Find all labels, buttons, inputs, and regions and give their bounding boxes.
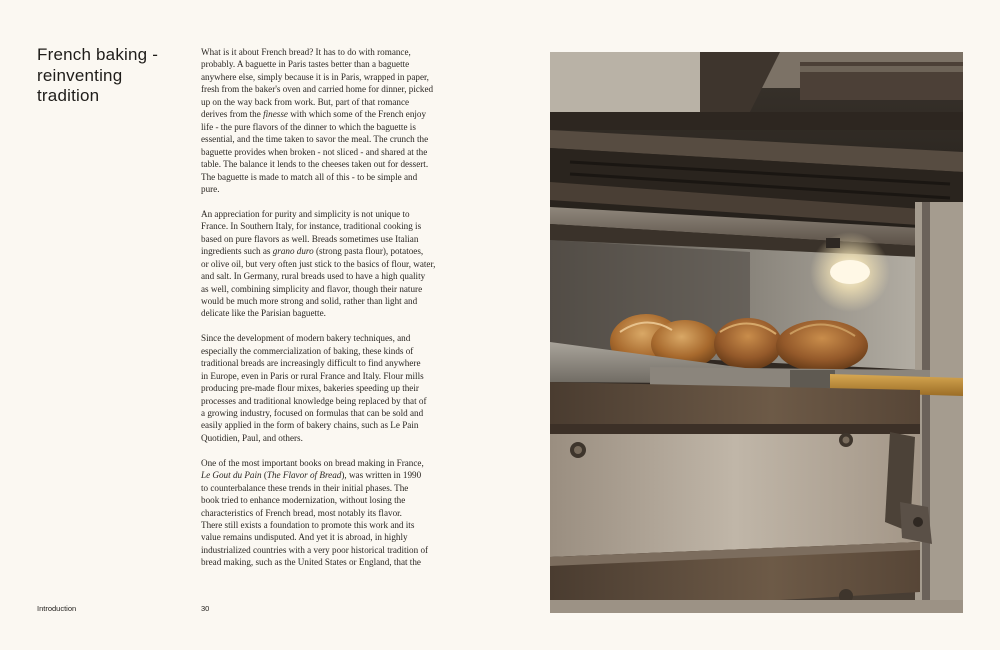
text-segment: France. In Southern Italy, for instance, traditional cooking is bbox=[201, 221, 422, 232]
text-line bbox=[201, 556, 453, 568]
text-line bbox=[201, 469, 453, 481]
text-line bbox=[201, 158, 453, 170]
text-line bbox=[201, 46, 453, 58]
text-segment: fresh from the baker's oven and carried home for dinner, picked bbox=[201, 84, 434, 95]
text-segment: anywhere else, simply because it is in Paris, wrapped in paper, bbox=[201, 71, 429, 82]
text-segment: Since the development of modern bakery techniques, and bbox=[201, 333, 411, 344]
text-segment: industrialized countries with a very poor historical tradition of bbox=[201, 544, 429, 555]
text-line bbox=[201, 419, 453, 431]
text-segment: pure. bbox=[201, 183, 220, 194]
text-segment: derives from the bbox=[201, 109, 264, 120]
text-segment: based on pure flavors as well. Breads sometimes use Italian bbox=[201, 233, 419, 244]
heading-line: tradition bbox=[37, 86, 100, 105]
text-segment: One of the most important books on bread making in France, bbox=[201, 457, 424, 468]
text-line bbox=[201, 482, 453, 494]
text-line bbox=[201, 432, 453, 444]
text-segment: characteristics of French bread, most notably its flavor. bbox=[201, 507, 402, 518]
body-paragraph bbox=[201, 332, 453, 444]
text-segment: Quotidien, Paul, and others. bbox=[201, 432, 303, 443]
italic-term: finesse bbox=[263, 109, 288, 120]
text-segment: to counterbalance these trends in their initial phases. The bbox=[201, 482, 409, 493]
bread-oven-photo bbox=[550, 52, 963, 613]
text-line bbox=[201, 345, 453, 357]
text-segment: An appreciation for purity and simplicity is not unique to bbox=[201, 208, 410, 219]
text-line bbox=[201, 108, 453, 120]
text-segment: What is it about French bread? It has to do with romance, bbox=[201, 47, 411, 57]
text-segment: a growing industry, focused on formulas that can be sold and bbox=[201, 408, 424, 419]
text-segment: (strong pasta flour), potatoes, bbox=[313, 246, 424, 257]
text-line bbox=[201, 133, 453, 145]
text-line bbox=[201, 457, 453, 469]
article-body bbox=[201, 46, 453, 581]
text-segment: delicate like the Parisian baguette. bbox=[201, 308, 326, 319]
text-line bbox=[201, 71, 453, 83]
text-segment: processes and traditional knowledge being replaced by that of bbox=[201, 395, 427, 406]
text-line bbox=[201, 357, 453, 369]
text-segment: ), was written in 1990 bbox=[341, 470, 422, 481]
text-line bbox=[201, 58, 453, 70]
text-segment: value remains undisputed. And yet it is abroad, in highly bbox=[201, 532, 408, 543]
text-line bbox=[201, 531, 453, 543]
italic-term: The Flavor of Bread bbox=[266, 470, 342, 481]
body-paragraph bbox=[201, 208, 453, 320]
body-paragraph bbox=[201, 457, 453, 569]
text-segment: book tried to enhance modernization, without losing the bbox=[201, 495, 406, 506]
text-segment: baguette provides when broken - not sliced - and shared at the bbox=[201, 146, 428, 157]
text-segment: or olive oil, but very often just stick to the basics of flour, water, bbox=[201, 258, 436, 269]
text-segment: There still exists a foundation to promote this work and its bbox=[201, 520, 415, 531]
text-segment: with which some of the French enjoy bbox=[287, 109, 427, 120]
text-segment: easily applied in the form of bakery chains, such as Le Pain bbox=[201, 420, 419, 431]
text-segment: bread making, such as the United States or England, that the bbox=[201, 557, 421, 568]
text-segment: as well, combining simplicity and flavor, though their nature bbox=[201, 283, 423, 294]
text-line bbox=[201, 332, 453, 344]
text-segment: ( bbox=[261, 470, 267, 481]
text-segment: producing pre-made flour mixes, bakeries speeding up their bbox=[201, 383, 419, 394]
text-line bbox=[201, 494, 453, 506]
text-line bbox=[201, 395, 453, 407]
heading-line: French baking - bbox=[37, 45, 159, 64]
page-number: 30 bbox=[201, 604, 210, 613]
text-line bbox=[201, 507, 453, 519]
text-line bbox=[201, 171, 453, 183]
text-line bbox=[201, 183, 453, 195]
article-heading bbox=[37, 45, 187, 107]
text-line bbox=[201, 382, 453, 394]
text-line bbox=[201, 245, 453, 257]
text-segment: table. The balance it lends to the cheeses taken out for dessert. bbox=[201, 159, 429, 170]
text-segment: The baguette is made to match all of this - to be simple and bbox=[201, 171, 418, 182]
text-segment: up on the way back from work. But, part of that romance bbox=[201, 96, 410, 107]
text-segment: traditional breads are increasingly difficult to find anywhere bbox=[201, 358, 421, 369]
italic-term: grano duro bbox=[272, 246, 314, 257]
text-line bbox=[201, 370, 453, 382]
text-segment: ingredients such as bbox=[201, 246, 273, 257]
italic-term: Le Gout du Pain bbox=[201, 470, 262, 481]
text-line bbox=[201, 295, 453, 307]
text-line bbox=[201, 208, 453, 220]
text-segment: and salt. In Germany, rural breads used to have a high quality bbox=[201, 271, 426, 282]
text-segment: would be much more strong and solid, rather than light and bbox=[201, 296, 418, 306]
text-line bbox=[201, 258, 453, 270]
text-line bbox=[201, 544, 453, 556]
text-line bbox=[201, 83, 453, 95]
text-line bbox=[201, 407, 453, 419]
text-line bbox=[201, 146, 453, 158]
text-segment: especially the commercialization of baking, these kinds of bbox=[201, 345, 414, 356]
text-segment: essential, and the time taken to savor the meal. The crunch the bbox=[201, 134, 429, 145]
section-label: Introduction bbox=[37, 604, 77, 613]
text-line bbox=[201, 519, 453, 531]
text-line bbox=[201, 307, 453, 319]
body-paragraph bbox=[201, 46, 453, 195]
text-segment: in Europe, even in Paris or rural France and Italy. Flour mills bbox=[201, 370, 424, 381]
text-line bbox=[201, 270, 453, 282]
heading-line: reinventing bbox=[37, 65, 123, 85]
text-line bbox=[201, 121, 453, 133]
text-line bbox=[201, 220, 453, 232]
text-line bbox=[201, 233, 453, 245]
text-line bbox=[201, 96, 453, 108]
text-segment: probably. A baguette in Paris tastes better than a baguette bbox=[201, 59, 410, 70]
text-segment: life - the pure flavors of the dinner to which the baguette is bbox=[201, 121, 416, 132]
text-line bbox=[201, 283, 453, 295]
